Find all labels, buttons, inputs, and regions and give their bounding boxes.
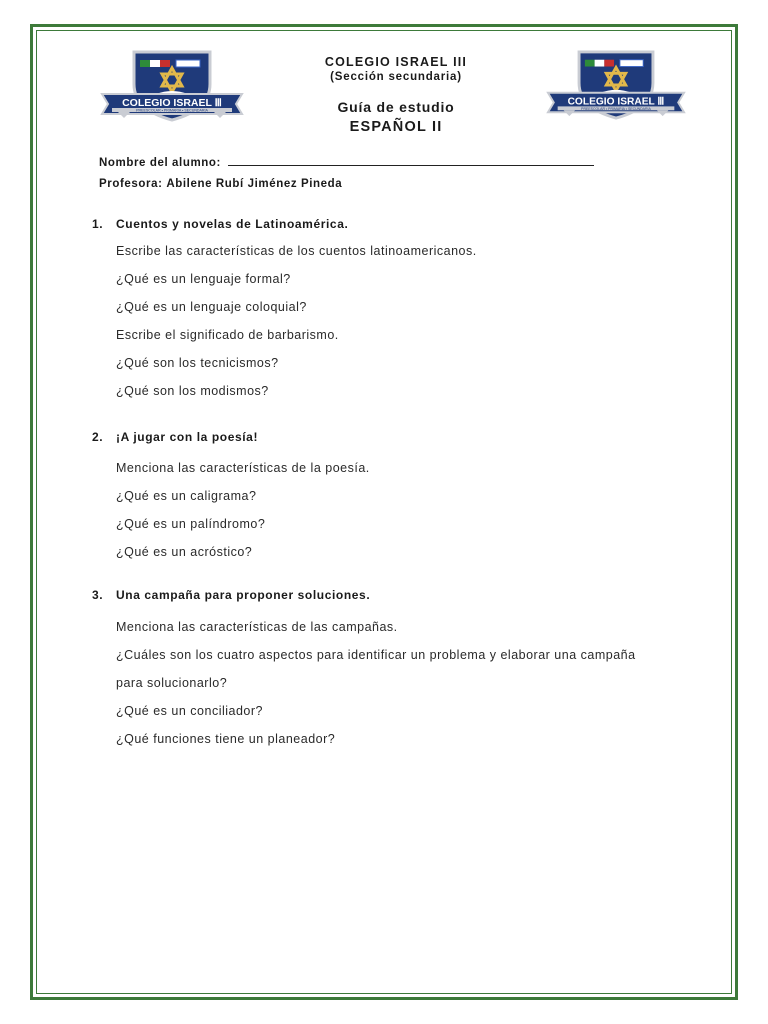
question-item: Menciona las características de las campañas.	[116, 620, 398, 634]
question-item: ¿Qué son los modismos?	[116, 384, 269, 398]
question-item: ¿Qué es un caligrama?	[116, 489, 257, 503]
section-number: 2.	[92, 430, 104, 444]
question-item: ¿Qué es un lenguaje formal?	[116, 272, 291, 286]
section-number: 1.	[92, 217, 104, 231]
section-number: 3.	[92, 588, 104, 602]
teacher-row	[99, 178, 342, 190]
section-heading	[92, 588, 370, 602]
teacher-label: Profesora:	[99, 178, 163, 190]
question-item: ¿Qué son los tecnicismos?	[116, 356, 279, 370]
question-item: Menciona las características de la poesía.	[116, 461, 370, 475]
school-name: COLEGIO ISRAEL III	[324, 55, 468, 69]
section-heading	[92, 430, 258, 444]
student-name-blank[interactable]	[228, 154, 594, 166]
question-item: Escribe las características de los cuentos latinoamericanos.	[116, 244, 477, 258]
question-item: ¿Qué es un palíndromo?	[116, 517, 266, 531]
school-logo-right	[542, 50, 690, 120]
student-name-label: Nombre del alumno:	[99, 157, 221, 169]
question-item: para solucionarlo?	[116, 676, 228, 690]
school-section: (Sección secundaria)	[330, 71, 462, 83]
question-item: ¿Qué es un lenguaje coloquial?	[116, 300, 307, 314]
teacher-name: Abilene Rubí Jiménez Pineda	[166, 178, 343, 190]
student-name-row	[99, 154, 594, 169]
question-item: ¿Qué funciones tiene un planeador?	[116, 732, 336, 746]
section-title: ¡A jugar con la poesía!	[116, 430, 259, 444]
section-title: Cuentos y novelas de Latinoamérica.	[116, 217, 349, 231]
question-item: ¿Cuáles son los cuatro aspectos para identificar un problema y elaborar una campaña	[116, 648, 636, 662]
question-item: Escribe el significado de barbarismo.	[116, 328, 339, 342]
svg-text:PREESCOLAR • PRIMARIA • SECUND: PREESCOLAR • PRIMARIA • SECUNDARIA	[136, 108, 208, 113]
svg-text:COLEGIO ISRAEL Ⅲ: COLEGIO ISRAEL Ⅲ	[567, 96, 665, 108]
document-title: Guía de estudio	[337, 99, 455, 115]
page-border-inner	[36, 30, 732, 994]
school-logo-left	[96, 50, 248, 122]
question-item: ¿Qué es un conciliador?	[116, 704, 263, 718]
subject-title: ESPAÑOL II	[349, 119, 443, 135]
svg-text:PREESCOLAR • PRIMARIA • SECUND: PREESCOLAR • PRIMARIA • SECUNDARIA	[581, 106, 651, 111]
svg-text:COLEGIO ISRAEL Ⅲ: COLEGIO ISRAEL Ⅲ	[122, 97, 222, 109]
section-title: Una campaña para proponer soluciones.	[116, 588, 371, 602]
section-heading	[92, 217, 348, 231]
question-item: ¿Qué es un acróstico?	[116, 545, 253, 559]
